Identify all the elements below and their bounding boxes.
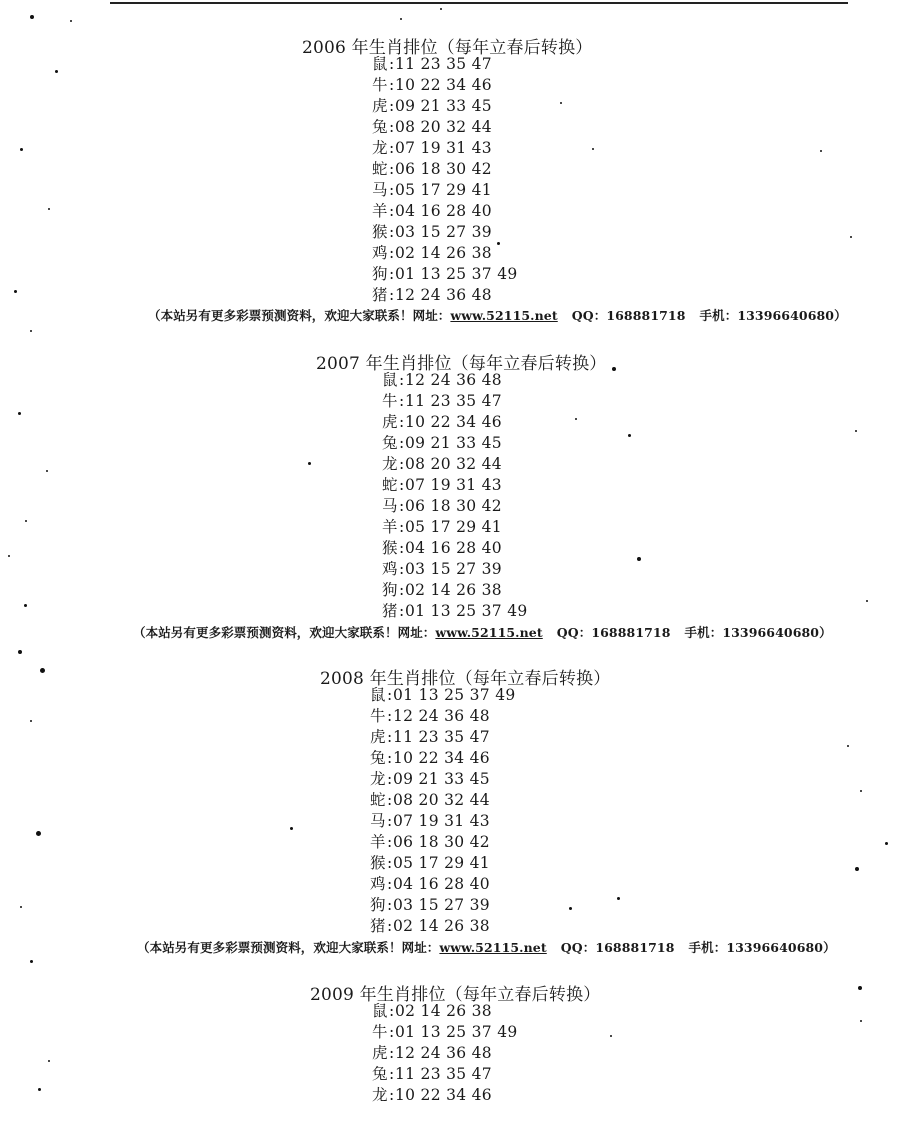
row-colon: : — [389, 97, 395, 115]
zodiac-numbers: 03 15 27 39 — [395, 223, 492, 241]
zodiac-numbers: 12 24 36 48 — [405, 371, 502, 389]
zodiac-numbers: 09 21 33 45 — [395, 97, 492, 115]
zodiac-animal: 兔 — [372, 1065, 388, 1083]
zodiac-animal: 龙 — [382, 455, 398, 473]
scan-speck — [855, 867, 859, 871]
zodiac-row — [382, 475, 502, 496]
zodiac-animal: 鸡 — [370, 875, 386, 893]
zodiac-row — [382, 580, 502, 601]
row-colon: : — [387, 749, 393, 767]
scan-speck — [628, 434, 631, 437]
scan-speck — [46, 470, 48, 472]
zodiac-numbers: 11 23 35 47 — [395, 1065, 492, 1083]
zodiac-animal: 虎 — [382, 413, 398, 431]
zodiac-animal: 猴 — [372, 223, 388, 241]
zodiac-row — [382, 391, 502, 412]
zodiac-row — [372, 243, 492, 264]
zodiac-numbers: 07 19 31 43 — [393, 812, 490, 830]
zodiac-numbers: 02 14 26 38 — [393, 917, 490, 935]
zodiac-row — [382, 496, 502, 517]
row-colon: : — [389, 181, 395, 199]
zodiac-animal: 狗 — [370, 896, 386, 914]
zodiac-animal: 羊 — [382, 518, 398, 536]
zodiac-row — [372, 285, 492, 306]
zodiac-numbers: 10 22 34 46 — [395, 76, 492, 94]
scan-speck — [440, 8, 442, 10]
zodiac-animal: 兔 — [382, 434, 398, 452]
zodiac-row — [370, 895, 490, 916]
zodiac-row — [372, 1085, 492, 1106]
zodiac-numbers: 08 20 32 44 — [393, 791, 490, 809]
row-colon: : — [387, 770, 393, 788]
zodiac-row — [370, 874, 490, 895]
zodiac-numbers: 12 24 36 48 — [395, 1044, 492, 1062]
scan-speck — [575, 418, 577, 420]
zodiac-numbers: 05 17 29 41 — [395, 181, 492, 199]
zodiac-row — [382, 370, 502, 391]
row-colon: : — [389, 1065, 395, 1083]
zodiac-numbers: 08 20 32 44 — [395, 118, 492, 136]
scan-speck — [855, 430, 857, 432]
phone-number: 手机：13396640680） — [684, 625, 832, 640]
zodiac-row — [382, 538, 502, 559]
footer-note: （本站另有更多彩票预测资料，欢迎大家联系！网址： — [148, 308, 451, 323]
scan-speck — [847, 745, 849, 747]
zodiac-numbers: 04 16 28 40 — [393, 875, 490, 893]
website-link[interactable]: www.52115.net — [450, 308, 558, 323]
row-colon: : — [389, 223, 395, 241]
scan-speck — [497, 242, 500, 245]
zodiac-row — [372, 159, 492, 180]
row-colon: : — [387, 686, 393, 704]
zodiac-animal: 蛇 — [370, 791, 386, 809]
zodiac-row — [372, 96, 492, 117]
zodiac-numbers: 10 22 34 46 — [395, 1086, 492, 1104]
zodiac-row — [372, 222, 492, 243]
row-colon: : — [387, 875, 393, 893]
row-colon: : — [389, 76, 395, 94]
zodiac-row — [370, 811, 490, 832]
zodiac-numbers: 06 18 30 42 — [395, 160, 492, 178]
zodiac-numbers: 07 19 31 43 — [395, 139, 492, 157]
scan-speck — [30, 330, 32, 332]
row-colon: : — [389, 202, 395, 220]
scan-speck — [48, 1060, 50, 1062]
zodiac-animal: 狗 — [382, 581, 398, 599]
zodiac-row — [372, 117, 492, 138]
zodiac-numbers: 03 15 27 39 — [393, 896, 490, 914]
website-link[interactable]: www.52115.net — [435, 625, 543, 640]
zodiac-numbers: 01 13 25 37 49 — [405, 602, 528, 620]
scan-speck — [820, 150, 822, 152]
row-colon: : — [399, 392, 405, 410]
scan-speck — [290, 827, 293, 830]
zodiac-row — [372, 1064, 492, 1085]
top-rule — [110, 2, 848, 4]
zodiac-animal: 龙 — [372, 139, 388, 157]
scan-speck — [55, 70, 58, 73]
scan-speck — [850, 236, 852, 238]
row-colon: : — [399, 476, 405, 494]
zodiac-numbers: 09 21 33 45 — [405, 434, 502, 452]
row-colon: : — [387, 896, 393, 914]
zodiac-animal: 龙 — [372, 1086, 388, 1104]
section-title: 2008 年生肖排位（每年立春后转换） — [320, 669, 611, 689]
footer-note: （本站另有更多彩票预测资料，欢迎大家联系！网址： — [137, 940, 440, 955]
scan-speck — [400, 18, 402, 20]
zodiac-numbers: 02 14 26 38 — [405, 581, 502, 599]
zodiac-animal: 龙 — [370, 770, 386, 788]
zodiac-row — [372, 201, 492, 222]
zodiac-animal: 蛇 — [382, 476, 398, 494]
zodiac-numbers: 09 21 33 45 — [393, 770, 490, 788]
zodiac-row — [382, 601, 528, 622]
zodiac-animal: 羊 — [372, 202, 388, 220]
row-colon: : — [389, 160, 395, 178]
row-colon: : — [389, 139, 395, 157]
zodiac-animal: 猴 — [382, 539, 398, 557]
scan-speck — [308, 462, 311, 465]
scan-speck — [610, 1035, 612, 1037]
zodiac-animal: 马 — [372, 181, 388, 199]
zodiac-row — [370, 748, 490, 769]
zodiac-animal: 牛 — [370, 707, 386, 725]
row-colon: : — [399, 539, 405, 557]
scan-speck — [617, 897, 620, 900]
row-colon: : — [387, 707, 393, 725]
zodiac-row — [382, 559, 502, 580]
section-title: 2009 年生肖排位（每年立春后转换） — [310, 985, 601, 1005]
scan-speck — [885, 842, 888, 845]
zodiac-row — [372, 75, 492, 96]
website-link[interactable]: www.52115.net — [439, 940, 547, 955]
zodiac-animal: 猴 — [370, 854, 386, 872]
zodiac-row — [370, 769, 490, 790]
zodiac-row — [372, 1001, 492, 1022]
scan-speck — [18, 650, 22, 654]
phone-number: 手机：13396640680） — [688, 940, 836, 955]
zodiac-numbers: 01 13 25 37 49 — [395, 265, 518, 283]
zodiac-row — [372, 1022, 518, 1043]
zodiac-row — [372, 54, 492, 75]
zodiac-animal: 虎 — [370, 728, 386, 746]
zodiac-numbers: 12 24 36 48 — [393, 707, 490, 725]
zodiac-animal: 鼠 — [382, 371, 398, 389]
row-colon: : — [387, 833, 393, 851]
section-title: 2006 年生肖排位（每年立春后转换） — [302, 38, 593, 58]
zodiac-numbers: 06 18 30 42 — [393, 833, 490, 851]
zodiac-animal: 虎 — [372, 97, 388, 115]
scan-speck — [38, 1088, 41, 1091]
zodiac-animal: 牛 — [372, 76, 388, 94]
zodiac-row — [382, 517, 502, 538]
scan-speck — [858, 986, 862, 990]
phone-number: 手机：13396640680） — [699, 308, 847, 323]
scan-speck — [560, 102, 562, 104]
scan-speck — [637, 557, 641, 561]
qq-number: QQ：168881718 — [556, 625, 671, 640]
zodiac-row — [370, 853, 490, 874]
row-colon: : — [399, 518, 405, 536]
zodiac-animal: 鼠 — [372, 1002, 388, 1020]
scan-speck — [30, 960, 33, 963]
footer-note: （本站另有更多彩票预测资料，欢迎大家联系！网址： — [133, 625, 436, 640]
scan-speck — [14, 290, 17, 293]
zodiac-numbers: 08 20 32 44 — [405, 455, 502, 473]
zodiac-animal: 兔 — [372, 118, 388, 136]
scan-speck — [592, 148, 594, 150]
zodiac-animal: 鼠 — [370, 686, 386, 704]
zodiac-row — [370, 685, 516, 706]
zodiac-animal: 羊 — [370, 833, 386, 851]
row-colon: : — [399, 455, 405, 473]
zodiac-animal: 猪 — [372, 286, 388, 304]
zodiac-numbers: 01 13 25 37 49 — [393, 686, 516, 704]
scan-speck — [18, 412, 21, 415]
zodiac-numbers: 05 17 29 41 — [405, 518, 502, 536]
zodiac-animal: 猪 — [370, 917, 386, 935]
zodiac-numbers: 12 24 36 48 — [395, 286, 492, 304]
row-colon: : — [387, 728, 393, 746]
scan-speck — [24, 604, 27, 607]
row-colon: : — [389, 1044, 395, 1062]
scan-speck — [48, 208, 50, 210]
zodiac-animal: 鼠 — [372, 55, 388, 73]
zodiac-row — [372, 180, 492, 201]
zodiac-row — [372, 264, 518, 285]
row-colon: : — [389, 118, 395, 136]
zodiac-animal: 牛 — [372, 1023, 388, 1041]
zodiac-numbers: 05 17 29 41 — [393, 854, 490, 872]
zodiac-row — [370, 916, 490, 937]
zodiac-row — [382, 412, 502, 433]
scan-speck — [612, 367, 616, 371]
zodiac-numbers: 11 23 35 47 — [395, 55, 492, 73]
scan-speck — [30, 720, 32, 722]
zodiac-numbers: 10 22 34 46 — [393, 749, 490, 767]
row-colon: : — [389, 244, 395, 262]
zodiac-numbers: 03 15 27 39 — [405, 560, 502, 578]
row-colon: : — [387, 854, 393, 872]
zodiac-numbers: 06 18 30 42 — [405, 497, 502, 515]
scan-speck — [70, 20, 72, 22]
qq-number: QQ：168881718 — [560, 940, 675, 955]
zodiac-numbers: 07 19 31 43 — [405, 476, 502, 494]
zodiac-numbers: 04 16 28 40 — [405, 539, 502, 557]
row-colon: : — [399, 497, 405, 515]
contact-footer-line — [0, 938, 897, 956]
zodiac-numbers: 11 23 35 47 — [393, 728, 490, 746]
zodiac-animal: 牛 — [382, 392, 398, 410]
row-colon: : — [389, 1086, 395, 1104]
row-colon: : — [389, 55, 395, 73]
row-colon: : — [389, 1002, 395, 1020]
zodiac-animal: 猪 — [382, 602, 398, 620]
row-colon: : — [399, 371, 405, 389]
zodiac-row — [382, 454, 502, 475]
zodiac-animal: 虎 — [372, 1044, 388, 1062]
scan-speck — [860, 1020, 862, 1022]
qq-number: QQ：168881718 — [571, 308, 686, 323]
zodiac-animal: 马 — [370, 812, 386, 830]
zodiac-animal: 蛇 — [372, 160, 388, 178]
scan-speck — [36, 831, 41, 836]
zodiac-animal: 马 — [382, 497, 398, 515]
zodiac-row — [372, 138, 492, 159]
scan-speck — [8, 555, 10, 557]
row-colon: : — [387, 791, 393, 809]
zodiac-animal: 鸡 — [372, 244, 388, 262]
scan-speck — [40, 668, 45, 673]
contact-footer-line — [0, 306, 897, 324]
zodiac-numbers: 04 16 28 40 — [395, 202, 492, 220]
row-colon: : — [389, 1023, 395, 1041]
zodiac-row — [370, 790, 490, 811]
row-colon: : — [387, 917, 393, 935]
section-title: 2007 年生肖排位（每年立春后转换） — [316, 354, 607, 374]
zodiac-animal: 鸡 — [382, 560, 398, 578]
zodiac-row — [370, 706, 490, 727]
zodiac-numbers: 01 13 25 37 49 — [395, 1023, 518, 1041]
scan-speck — [20, 906, 22, 908]
row-colon: : — [399, 560, 405, 578]
zodiac-numbers: 02 14 26 38 — [395, 244, 492, 262]
zodiac-row — [370, 727, 490, 748]
scan-speck — [25, 520, 27, 522]
row-colon: : — [389, 286, 395, 304]
row-colon: : — [389, 265, 395, 283]
scan-speck — [866, 600, 868, 602]
scan-speck — [569, 907, 572, 910]
zodiac-numbers: 10 22 34 46 — [405, 413, 502, 431]
scan-speck — [20, 148, 23, 151]
row-colon: : — [399, 581, 405, 599]
zodiac-animal: 兔 — [370, 749, 386, 767]
scan-speck — [30, 15, 34, 19]
row-colon: : — [399, 413, 405, 431]
scan-speck — [860, 790, 862, 792]
zodiac-row — [372, 1043, 492, 1064]
zodiac-animal: 狗 — [372, 265, 388, 283]
contact-footer-line — [0, 623, 897, 641]
row-colon: : — [399, 602, 405, 620]
zodiac-row — [382, 433, 502, 454]
row-colon: : — [387, 812, 393, 830]
zodiac-row — [370, 832, 490, 853]
zodiac-numbers: 02 14 26 38 — [395, 1002, 492, 1020]
row-colon: : — [399, 434, 405, 452]
zodiac-numbers: 11 23 35 47 — [405, 392, 502, 410]
